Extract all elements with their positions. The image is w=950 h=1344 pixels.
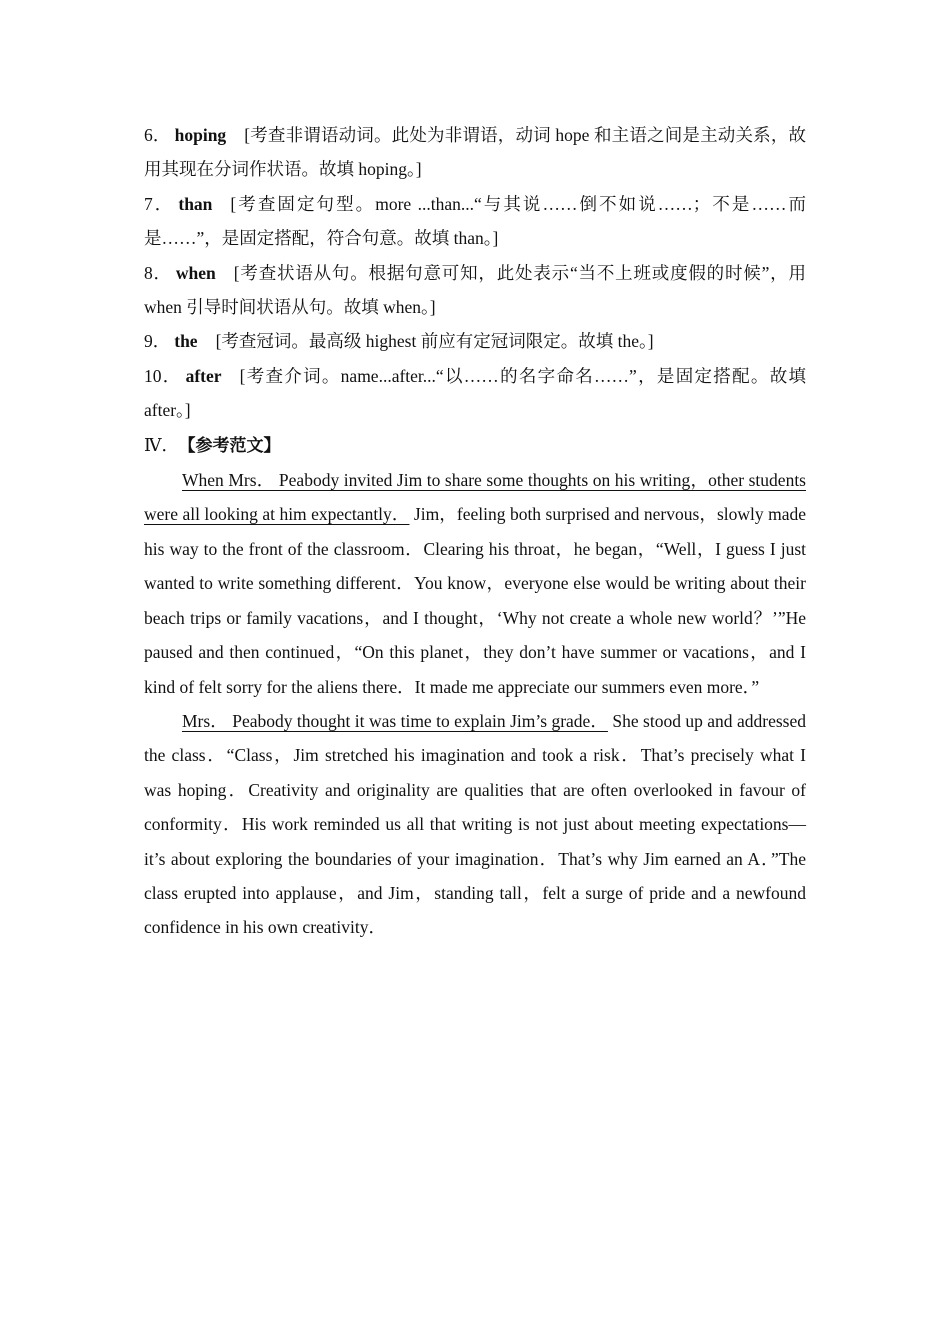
underlined-sentence: Mrs． Peabody thought it was time to explain Jim’s grade． xyxy=(182,710,608,731)
underlined-sentence: When Mrs． Peabody invited Jim to share some thoughts on his writing，other students were all looking at him expectantly． xyxy=(144,470,806,525)
section-title: 【参考范文】 xyxy=(186,435,281,456)
answer-explanation: [考查固定句型。more ...than...“与其说……倒不如说……；不是……而是……”，是固定搭配，符合句意。故填 than。] xyxy=(144,193,807,249)
answer-number: 7． xyxy=(144,193,175,214)
answer-item-6 xyxy=(144,118,806,187)
paragraph-text: Jim，feeling both surprised and nervous，slowly made his way to the front of the classroom．Clearing his throat，he began，“Well，I guess I just wanted to write something different．You know，everyone else would be writing about their beach trips or family vacations，and I thought，‘Why not create a whole new world？’”He paused and then continued，“On this planet，they don’t have summer or vacations，and I kind of felt sorry for the aliens there．It made me appreciate our summers even more．” xyxy=(144,504,806,697)
answer-word: when xyxy=(175,262,216,283)
answer-item-9 xyxy=(144,324,806,358)
answer-explanation: [考查冠词。最高级 highest 前应有定冠词限定。故填 the。] xyxy=(215,331,654,352)
section-heading xyxy=(144,428,806,463)
essay-paragraph-1 xyxy=(144,463,806,704)
answer-explanation: [考查非谓语动词。此处为非谓语，动词 hope 和主语之间是主动关系，故用其现在分词作状语。故填 hoping。] xyxy=(144,125,807,180)
answer-explanation: [考查状语从句。根据句意可知，此处表示“当不上班或度假的时候”，用 when 引导时间状语从句。故填 when。] xyxy=(144,262,806,318)
essay-paragraph-2 xyxy=(144,704,806,945)
paragraph-text: She stood up and addressed the class．“Class，Jim stretched his imagination and took a risk．That’s precisely what I was hoping．Creativity and originality are qualities that are often overlooked in favour of conformity．His work reminded us all that writing is not just about meeting expectations—it’s about exploring the boundaries of your imagination．That’s why Jim earned an A．”The class erupted into applause，and Jim，standing tall，felt a surge of pride and a newfound confidence in his own creativity． xyxy=(144,710,806,938)
answer-item-7 xyxy=(144,187,806,256)
answer-number: 8． xyxy=(144,262,172,283)
answer-word: after xyxy=(185,365,222,386)
answer-item-10 xyxy=(144,359,806,428)
answer-explanation: [考查介词。name...after...“以……的名字命名……”，是固定搭配。故填 after。] xyxy=(144,365,806,421)
answer-number: 6． xyxy=(144,125,171,145)
answer-number: 10． xyxy=(144,365,182,386)
answer-item-8 xyxy=(144,256,806,325)
answer-word: than xyxy=(178,193,213,214)
answer-word: hoping xyxy=(174,125,227,145)
answer-word: the xyxy=(174,331,198,352)
answer-number: 9． xyxy=(144,331,171,352)
document-page xyxy=(144,118,806,945)
section-label: Ⅳ． xyxy=(144,434,179,455)
